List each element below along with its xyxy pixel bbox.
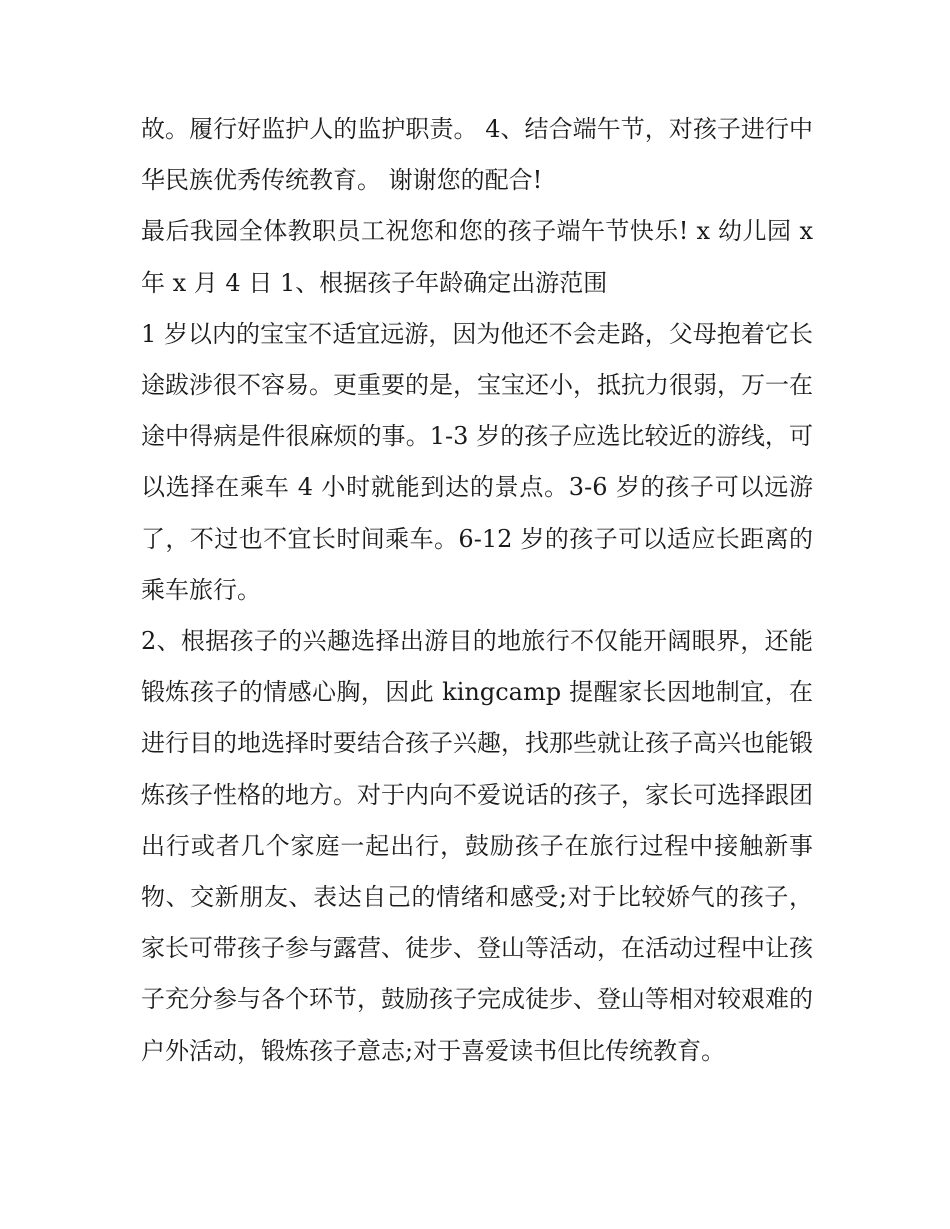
paragraph-1: 故。履行好监护人的监护职责。 4、结合端午节，对孩子进行中华民族优秀传统教育。 谢谢您的配合!: [141, 115, 813, 195]
paragraph-2: 最后我园全体教职员工祝您和您的孩子端午节快乐! x 幼儿园 x 年 x 月 4 日 1、根据孩子年龄确定出游范围: [141, 217, 813, 297]
paragraph-3: 1 岁以内的宝宝不适宜远游，因为他还不会走路，父母抱着它长途跋涉很不容易。更重要的是，宝宝还小，抵抗力很弱，万一在途中得病是件很麻烦的事。1-3 岁的孩子应选比较近的游线，可以选择在乘车 4 小时就能到达的景点。3-6 岁的孩子可以远游了，不过也不宜长时间乘车。6-12 岁的孩子可以适应长距离的乘车旅行。: [141, 319, 813, 604]
document-body: [141, 104, 813, 1077]
paragraph-4: 2、根据孩子的兴趣选择出游目的地旅行不仅能开阔眼界，还能锻炼孩子的情感心胸，因此 kingcamp 提醒家长因地制宜，在进行目的地选择时要结合孩子兴趣，找那些就让孩子高兴也能锻炼孩子性格的地方。对于内向不爱说话的孩子，家长可选择跟团出行或者几个家庭一起出行，鼓励孩子在旅行过程中接触新事物、交新朋友、表达自己的情绪和感受;对于比较娇气的孩子，家长可带孩子参与露营、徒步、登山等活动，在活动过程中让孩子充分参与各个环节，鼓励孩子完成徒步、登山等相对较艰难的户外活动，锻炼孩子意志;对于喜爱读书但比传统教育。: [141, 627, 813, 1065]
